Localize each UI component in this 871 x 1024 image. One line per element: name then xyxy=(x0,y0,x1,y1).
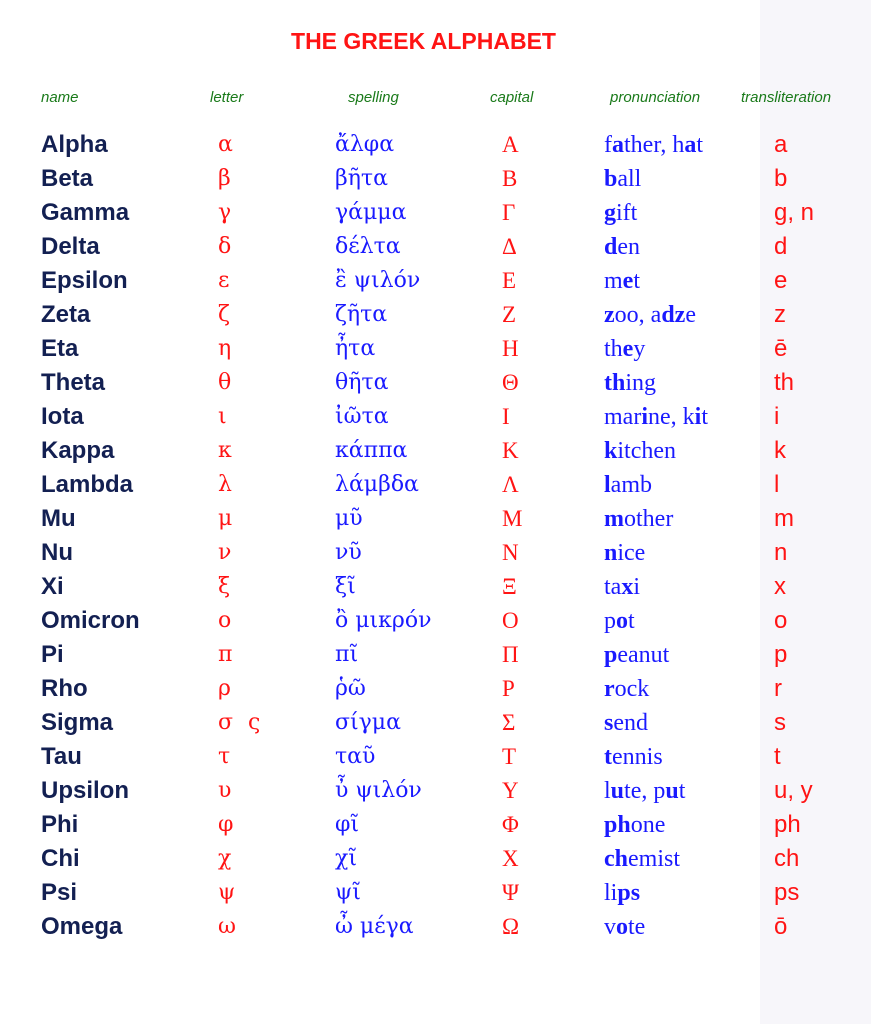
pronunciation-text: t xyxy=(633,268,640,294)
transliteration: ps xyxy=(774,879,800,906)
table-row xyxy=(0,434,871,468)
greek-spelling: σίγμα xyxy=(335,710,401,735)
transliteration: i xyxy=(774,403,780,430)
pronunciation xyxy=(604,366,656,400)
table-row xyxy=(0,162,871,196)
capital-letter: Η xyxy=(502,336,519,361)
table-row xyxy=(0,366,871,400)
alphabet-table xyxy=(0,128,871,944)
pronunciation-text: t xyxy=(678,778,686,804)
lowercase-letter: κ xyxy=(218,438,232,463)
pronunciation-highlight: o xyxy=(616,914,628,940)
pronunciation-text: li xyxy=(604,880,618,906)
greek-spelling: νῦ xyxy=(335,540,362,565)
letter-name: Sigma xyxy=(41,709,114,736)
pronunciation xyxy=(604,706,648,740)
pronunciation-text: mar xyxy=(604,404,642,430)
pronunciation xyxy=(604,230,640,264)
capital-letter: Ν xyxy=(502,540,519,565)
pronunciation-highlight: u xyxy=(610,778,625,804)
pronunciation-highlight: ch xyxy=(604,846,628,872)
pronunciation-highlight: x xyxy=(621,574,634,600)
lowercase-letter: η xyxy=(218,336,232,361)
transliteration: s xyxy=(774,709,786,736)
greek-spelling: δέλτα xyxy=(335,234,401,259)
transliteration: ph xyxy=(774,811,801,838)
greek-spelling: ὂ μικρόν xyxy=(335,608,432,633)
greek-spelling: ξῖ xyxy=(335,574,356,599)
header-capital: capital xyxy=(490,89,534,106)
capital-letter: Ο xyxy=(502,608,519,633)
pronunciation-highlight: l xyxy=(604,472,611,498)
table-row xyxy=(0,400,871,434)
table-row xyxy=(0,570,871,604)
greek-spelling: φῖ xyxy=(335,812,360,837)
lowercase-letter: ω xyxy=(218,914,236,939)
table-row xyxy=(0,876,871,910)
pronunciation-highlight: t xyxy=(604,744,612,770)
pronunciation-text: p xyxy=(604,608,616,634)
capital-letter: Υ xyxy=(502,778,519,803)
pronunciation-highlight: k xyxy=(604,438,618,464)
lowercase-letter: ξ xyxy=(218,574,231,599)
pronunciation-highlight: u xyxy=(665,778,679,804)
transliteration: e xyxy=(774,267,788,294)
letter-name: Beta xyxy=(41,165,94,192)
pronunciation-highlight: dz xyxy=(661,302,686,328)
greek-spelling: ἄλφα xyxy=(335,132,395,157)
lowercase-letter: υ xyxy=(218,778,232,803)
letter-name: Eta xyxy=(41,335,79,362)
letter-name: Rho xyxy=(41,675,88,702)
transliteration: g, n xyxy=(774,199,815,226)
pronunciation xyxy=(604,162,641,196)
letter-name: Delta xyxy=(41,233,100,260)
capital-letter: Λ xyxy=(502,472,519,497)
greek-spelling: γάμμα xyxy=(335,200,407,225)
transliteration: d xyxy=(774,233,788,260)
transliteration: b xyxy=(774,165,788,192)
pronunciation-highlight: d xyxy=(604,234,618,260)
letter-name: Lambda xyxy=(41,471,134,498)
table-row xyxy=(0,332,871,366)
letter-name: Iota xyxy=(41,403,84,430)
pronunciation-text: ice xyxy=(617,540,646,566)
page-title: THE GREEK ALPHABET xyxy=(291,28,556,54)
pronunciation-text: ennis xyxy=(612,744,663,770)
pronunciation-highlight: ps xyxy=(617,880,641,906)
transliteration: a xyxy=(774,131,788,158)
pronunciation-text: end xyxy=(613,710,648,736)
transliteration: ē xyxy=(774,335,788,362)
pronunciation-highlight: r xyxy=(604,676,615,702)
table-row xyxy=(0,740,871,774)
table-row xyxy=(0,638,871,672)
greek-spelling: ἒ ψιλόν xyxy=(335,268,421,293)
lowercase-letter: θ xyxy=(218,370,232,395)
greek-spelling: ζῆτα xyxy=(335,302,388,327)
pronunciation-highlight: a xyxy=(684,132,697,158)
letter-name: Chi xyxy=(41,845,80,872)
pronunciation xyxy=(604,876,640,910)
transliteration: u, y xyxy=(774,777,813,804)
lowercase-letter: ψ xyxy=(218,880,236,905)
pronunciation-text: amb xyxy=(610,472,652,498)
capital-letter: Α xyxy=(502,132,519,157)
lowercase-letter: β xyxy=(218,166,231,191)
lowercase-letter: ζ xyxy=(218,302,230,327)
table-row xyxy=(0,808,871,842)
pronunciation-highlight: m xyxy=(604,506,624,532)
pronunciation xyxy=(604,196,637,230)
pronunciation xyxy=(604,264,640,298)
transliteration: m xyxy=(774,505,794,532)
lowercase-letter: τ xyxy=(218,744,231,769)
lowercase-letter: ο xyxy=(218,608,232,633)
letter-name: Alpha xyxy=(41,131,108,158)
pronunciation xyxy=(604,128,703,162)
capital-letter: Π xyxy=(502,642,519,667)
capital-letter: Χ xyxy=(502,846,519,871)
pronunciation xyxy=(604,536,645,570)
capital-letter: Ι xyxy=(502,404,510,429)
pronunciation-highlight: z xyxy=(604,302,615,328)
table-row xyxy=(0,468,871,502)
greek-spelling: ταῦ xyxy=(335,744,376,769)
table-row xyxy=(0,298,871,332)
greek-spelling: χῖ xyxy=(335,846,357,871)
pronunciation-text: te, p xyxy=(624,778,666,804)
pronunciation-text: en xyxy=(617,234,641,260)
table-row xyxy=(0,536,871,570)
pronunciation-text: oo, a xyxy=(614,302,662,328)
lowercase-letter: φ xyxy=(218,812,234,837)
greek-spelling: ὖ ψιλόν xyxy=(335,778,422,803)
pronunciation xyxy=(604,842,680,876)
lowercase-letter: σ ς xyxy=(218,710,261,735)
lowercase-letter: α xyxy=(218,132,233,157)
table-row xyxy=(0,706,871,740)
lowercase-letter: ι xyxy=(218,404,227,429)
pronunciation-highlight: o xyxy=(616,608,628,634)
lowercase-letter: ρ xyxy=(218,676,231,701)
greek-spelling: ἰῶτα xyxy=(335,404,389,429)
capital-letter: Ξ xyxy=(502,574,517,599)
greek-spelling: κάππα xyxy=(335,438,408,463)
capital-letter: Ω xyxy=(502,914,520,939)
pronunciation xyxy=(604,774,685,808)
table-row xyxy=(0,264,871,298)
letter-name: Tau xyxy=(41,743,82,770)
pronunciation-text: t xyxy=(696,132,704,158)
pronunciation xyxy=(604,332,645,366)
pronunciation-text: e xyxy=(685,302,696,328)
transliteration: th xyxy=(774,369,795,396)
pronunciation xyxy=(604,604,635,638)
pronunciation-text: itchen xyxy=(617,438,676,464)
pronunciation-text: i xyxy=(633,574,640,600)
transliteration: l xyxy=(774,471,780,498)
pronunciation-text: eanut xyxy=(617,642,670,668)
pronunciation xyxy=(604,638,669,672)
pronunciation-highlight: n xyxy=(604,540,618,566)
letter-name: Zeta xyxy=(41,301,91,328)
lowercase-letter: π xyxy=(218,642,233,667)
pronunciation xyxy=(604,808,665,842)
table-row xyxy=(0,502,871,536)
pronunciation-text: other xyxy=(624,506,674,532)
pronunciation-highlight: i xyxy=(694,404,702,430)
table-row xyxy=(0,774,871,808)
pronunciation-text: t xyxy=(628,608,635,634)
pronunciation-text: v xyxy=(604,914,616,940)
table-row xyxy=(0,604,871,638)
column-header-row xyxy=(0,89,871,109)
pronunciation-text: m xyxy=(604,268,623,294)
letter-name: Upsilon xyxy=(41,777,129,804)
letter-name: Epsilon xyxy=(41,267,128,294)
lowercase-letter: δ xyxy=(218,234,232,259)
pronunciation-highlight: th xyxy=(604,370,626,396)
pronunciation-highlight: ph xyxy=(604,812,631,838)
pronunciation-highlight: a xyxy=(612,132,624,158)
capital-letter: Β xyxy=(502,166,518,191)
greek-spelling: ῥῶ xyxy=(335,676,366,701)
pronunciation xyxy=(604,740,663,774)
pronunciation xyxy=(604,298,696,332)
letter-name: Phi xyxy=(41,811,79,838)
transliteration: x xyxy=(774,573,786,600)
header-name: name xyxy=(41,89,79,106)
pronunciation xyxy=(604,910,645,944)
pronunciation-highlight: e xyxy=(622,268,634,294)
pronunciation-text: ing xyxy=(625,370,657,396)
pronunciation xyxy=(604,570,640,604)
pronunciation-text: one xyxy=(630,812,666,838)
letter-name: Omega xyxy=(41,913,123,940)
pronunciation-text: emist xyxy=(628,846,680,872)
header-spelling: spelling xyxy=(348,89,399,106)
transliteration: t xyxy=(774,743,781,770)
table-row xyxy=(0,128,871,162)
letter-name: Theta xyxy=(41,369,106,396)
lowercase-letter: μ xyxy=(218,506,233,531)
pronunciation-text: ift xyxy=(616,200,638,226)
lowercase-letter: λ xyxy=(218,472,232,497)
pronunciation-highlight: s xyxy=(604,710,614,736)
capital-letter: Θ xyxy=(502,370,519,395)
greek-spelling: ἦτα xyxy=(335,336,376,361)
capital-letter: Δ xyxy=(502,234,517,259)
capital-letter: Ψ xyxy=(502,880,519,905)
transliteration: ch xyxy=(774,845,800,872)
pronunciation-text: all xyxy=(617,166,642,192)
pronunciation xyxy=(604,672,649,706)
capital-letter: Ζ xyxy=(502,302,517,327)
capital-letter: Τ xyxy=(502,744,517,769)
pronunciation-text: ta xyxy=(604,574,622,600)
lowercase-letter: ν xyxy=(218,540,232,565)
capital-letter: Ρ xyxy=(502,676,515,701)
capital-letter: Μ xyxy=(502,506,523,531)
letter-name: Psi xyxy=(41,879,78,906)
header-pronunciation: pronunciation xyxy=(610,89,701,106)
letter-name: Mu xyxy=(41,505,76,532)
pronunciation xyxy=(604,468,652,502)
header-letter: letter xyxy=(210,89,244,106)
letter-name: Kappa xyxy=(41,437,115,464)
transliteration: n xyxy=(774,539,788,566)
capital-letter: Σ xyxy=(502,710,516,735)
greek-spelling: πῖ xyxy=(335,642,359,667)
greek-spelling: θῆτα xyxy=(335,370,389,395)
transliteration: o xyxy=(774,607,788,634)
transliteration: ō xyxy=(774,913,788,940)
capital-letter: Φ xyxy=(502,812,519,837)
transliteration: k xyxy=(774,437,786,464)
pronunciation-text: f xyxy=(604,132,612,158)
letter-name: Pi xyxy=(41,641,64,668)
table-row xyxy=(0,196,871,230)
pronunciation-highlight: e xyxy=(622,336,634,362)
pronunciation-text: l xyxy=(604,778,611,804)
pronunciation xyxy=(604,502,673,536)
greek-spelling: ψῖ xyxy=(335,880,361,905)
lowercase-letter: χ xyxy=(218,846,232,871)
pronunciation-text: th xyxy=(604,336,623,362)
lowercase-letter: ε xyxy=(218,268,230,293)
letter-name: Nu xyxy=(41,539,73,566)
transliteration: p xyxy=(774,641,788,668)
table-row xyxy=(0,230,871,264)
capital-letter: Κ xyxy=(502,438,519,463)
pronunciation-text: t xyxy=(701,404,708,430)
pronunciation-text: te xyxy=(628,914,646,940)
pronunciation xyxy=(604,400,708,434)
pronunciation-text: ne, k xyxy=(647,404,695,430)
pronunciation-text: ther, h xyxy=(624,132,685,158)
greek-spelling: βῆτα xyxy=(335,166,388,191)
header-transliteration: transliteration xyxy=(741,89,832,106)
pronunciation-highlight: i xyxy=(641,404,648,430)
pronunciation-highlight: p xyxy=(604,642,618,668)
letter-name: Omicron xyxy=(41,607,140,634)
transliteration: r xyxy=(774,675,782,702)
letter-name: Gamma xyxy=(41,199,130,226)
greek-spelling: λάμβδα xyxy=(335,472,419,497)
lowercase-letter: γ xyxy=(218,200,232,225)
capital-letter: Γ xyxy=(502,200,516,225)
capital-letter: Ε xyxy=(502,268,517,293)
pronunciation-highlight: b xyxy=(604,166,618,192)
pronunciation-highlight: g xyxy=(604,200,616,226)
transliteration: z xyxy=(774,301,786,328)
table-row xyxy=(0,672,871,706)
greek-spelling: μῦ xyxy=(335,506,363,531)
letter-name: Xi xyxy=(41,573,64,600)
pronunciation-text: y xyxy=(633,336,646,362)
table-row xyxy=(0,842,871,876)
greek-spelling: ὦ μέγα xyxy=(335,914,414,939)
pronunciation-text: ock xyxy=(614,676,650,702)
table-row xyxy=(0,910,871,944)
pronunciation xyxy=(604,434,676,468)
